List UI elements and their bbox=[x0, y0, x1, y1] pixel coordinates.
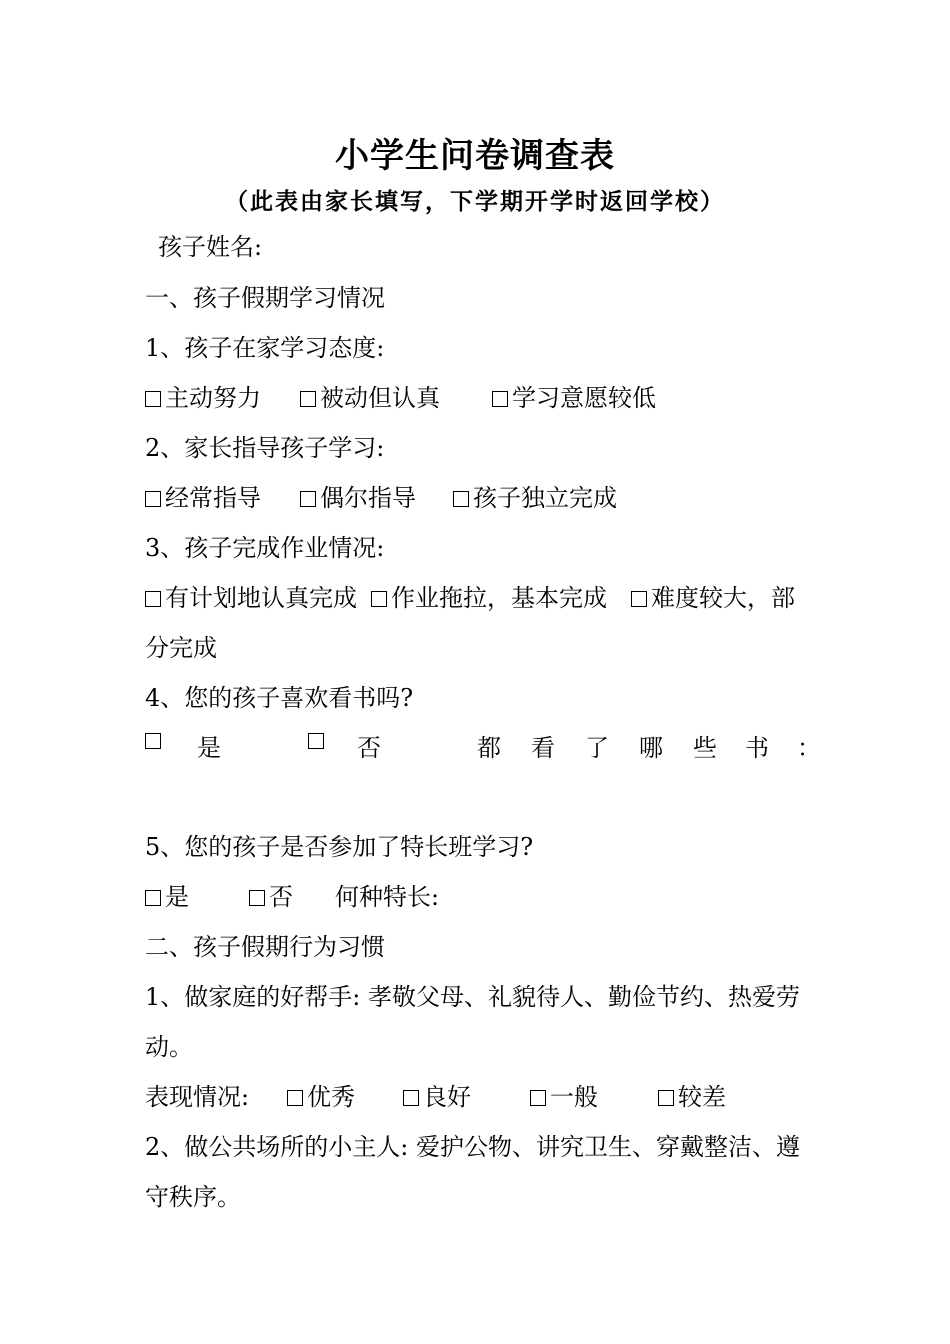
q4-which-books-char: 看 bbox=[531, 734, 555, 762]
performance-option-2[interactable]: 一般 bbox=[530, 1082, 598, 1112]
performance-option-3[interactable]: 较差 bbox=[658, 1082, 726, 1112]
checkbox-icon[interactable] bbox=[530, 1090, 546, 1106]
checkbox-icon[interactable] bbox=[300, 391, 316, 407]
checkbox-icon[interactable] bbox=[145, 391, 161, 407]
checkbox-icon[interactable] bbox=[492, 391, 508, 407]
q1-option-0[interactable]: 主动努力 bbox=[145, 383, 261, 413]
q5-label: 5、您的孩子是否参加了特长班学习? bbox=[145, 833, 534, 861]
checkbox-icon[interactable] bbox=[631, 591, 647, 607]
checkbox-icon[interactable] bbox=[287, 1090, 303, 1106]
checkbox-icon[interactable] bbox=[145, 591, 161, 607]
s2-item2-line1: 2、做公共场所的小主人: 爱护公物、讲究卫生、穿戴整洁、遵 bbox=[145, 1133, 800, 1161]
q4-no-label: 否 bbox=[357, 734, 381, 762]
checkbox-icon[interactable] bbox=[453, 491, 469, 507]
q4-which-books-char: 都 bbox=[477, 734, 501, 762]
q2-option-0[interactable]: 经常指导 bbox=[145, 483, 261, 513]
q5-no-option[interactable]: 否 bbox=[249, 882, 293, 912]
q4-yes-label: 是 bbox=[197, 734, 221, 762]
q3-option-0[interactable]: 有计划地认真完成 bbox=[145, 583, 357, 613]
q2-option-1[interactable]: 偶尔指导 bbox=[300, 483, 416, 513]
q4-label: 4、您的孩子喜欢看书吗? bbox=[145, 684, 414, 712]
checkbox-icon[interactable] bbox=[403, 1090, 419, 1106]
q4-which-books-char: ： bbox=[797, 734, 821, 762]
q1-label: 1、孩子在家学习态度: bbox=[145, 334, 385, 362]
q5-which-talent-label: 何种特长: bbox=[335, 883, 440, 911]
s2-item1-line2: 动。 bbox=[145, 1033, 193, 1061]
performance-option-1[interactable]: 良好 bbox=[403, 1082, 471, 1112]
q4-which-books-char: 哪 bbox=[639, 734, 663, 762]
checkbox-icon[interactable] bbox=[300, 491, 316, 507]
page-title: 小学生问卷调查表 bbox=[335, 136, 615, 176]
checkbox-icon[interactable] bbox=[145, 890, 161, 906]
s2-item1-line1: 1、做家庭的好帮手: 孝敬父母、礼貌待人、勤俭节约、热爱劳 bbox=[145, 983, 800, 1011]
q4-which-books-char: 了 bbox=[585, 734, 609, 762]
section2-heading: 二、孩子假期行为习惯 bbox=[145, 933, 385, 961]
checkbox-icon[interactable] bbox=[308, 733, 324, 749]
q2-label: 2、家长指导孩子学习: bbox=[145, 434, 385, 462]
child-name-label: 孩子姓名: bbox=[158, 233, 263, 261]
checkbox-icon[interactable] bbox=[658, 1090, 674, 1106]
performance-label: 表现情况: bbox=[145, 1083, 250, 1111]
q3-label: 3、孩子完成作业情况: bbox=[145, 534, 385, 562]
q5-yes-option[interactable]: 是 bbox=[145, 882, 189, 912]
q1-option-1[interactable]: 被动但认真 bbox=[300, 383, 440, 413]
s2-item2-line2: 守秩序。 bbox=[145, 1183, 241, 1211]
checkbox-icon[interactable] bbox=[249, 890, 265, 906]
section1-heading: 一、孩子假期学习情况 bbox=[145, 284, 385, 312]
checkbox-icon[interactable] bbox=[371, 591, 387, 607]
checkbox-icon[interactable] bbox=[145, 733, 161, 749]
q3-option-2[interactable]: 难度较大，部 bbox=[631, 583, 795, 613]
performance-option-0[interactable]: 优秀 bbox=[287, 1082, 355, 1112]
page-subtitle: （此表由家长填写，下学期开学时返回学校） bbox=[225, 188, 725, 215]
q4-which-books-char: 书 bbox=[745, 734, 769, 762]
q4-which-books-char: 些 bbox=[693, 734, 717, 762]
q1-option-2[interactable]: 学习意愿较低 bbox=[492, 383, 656, 413]
q3-option-1[interactable]: 作业拖拉，基本完成 bbox=[371, 583, 607, 613]
q2-option-2[interactable]: 孩子独立完成 bbox=[453, 483, 617, 513]
checkbox-icon[interactable] bbox=[145, 491, 161, 507]
q3-continuation: 分完成 bbox=[145, 634, 217, 662]
